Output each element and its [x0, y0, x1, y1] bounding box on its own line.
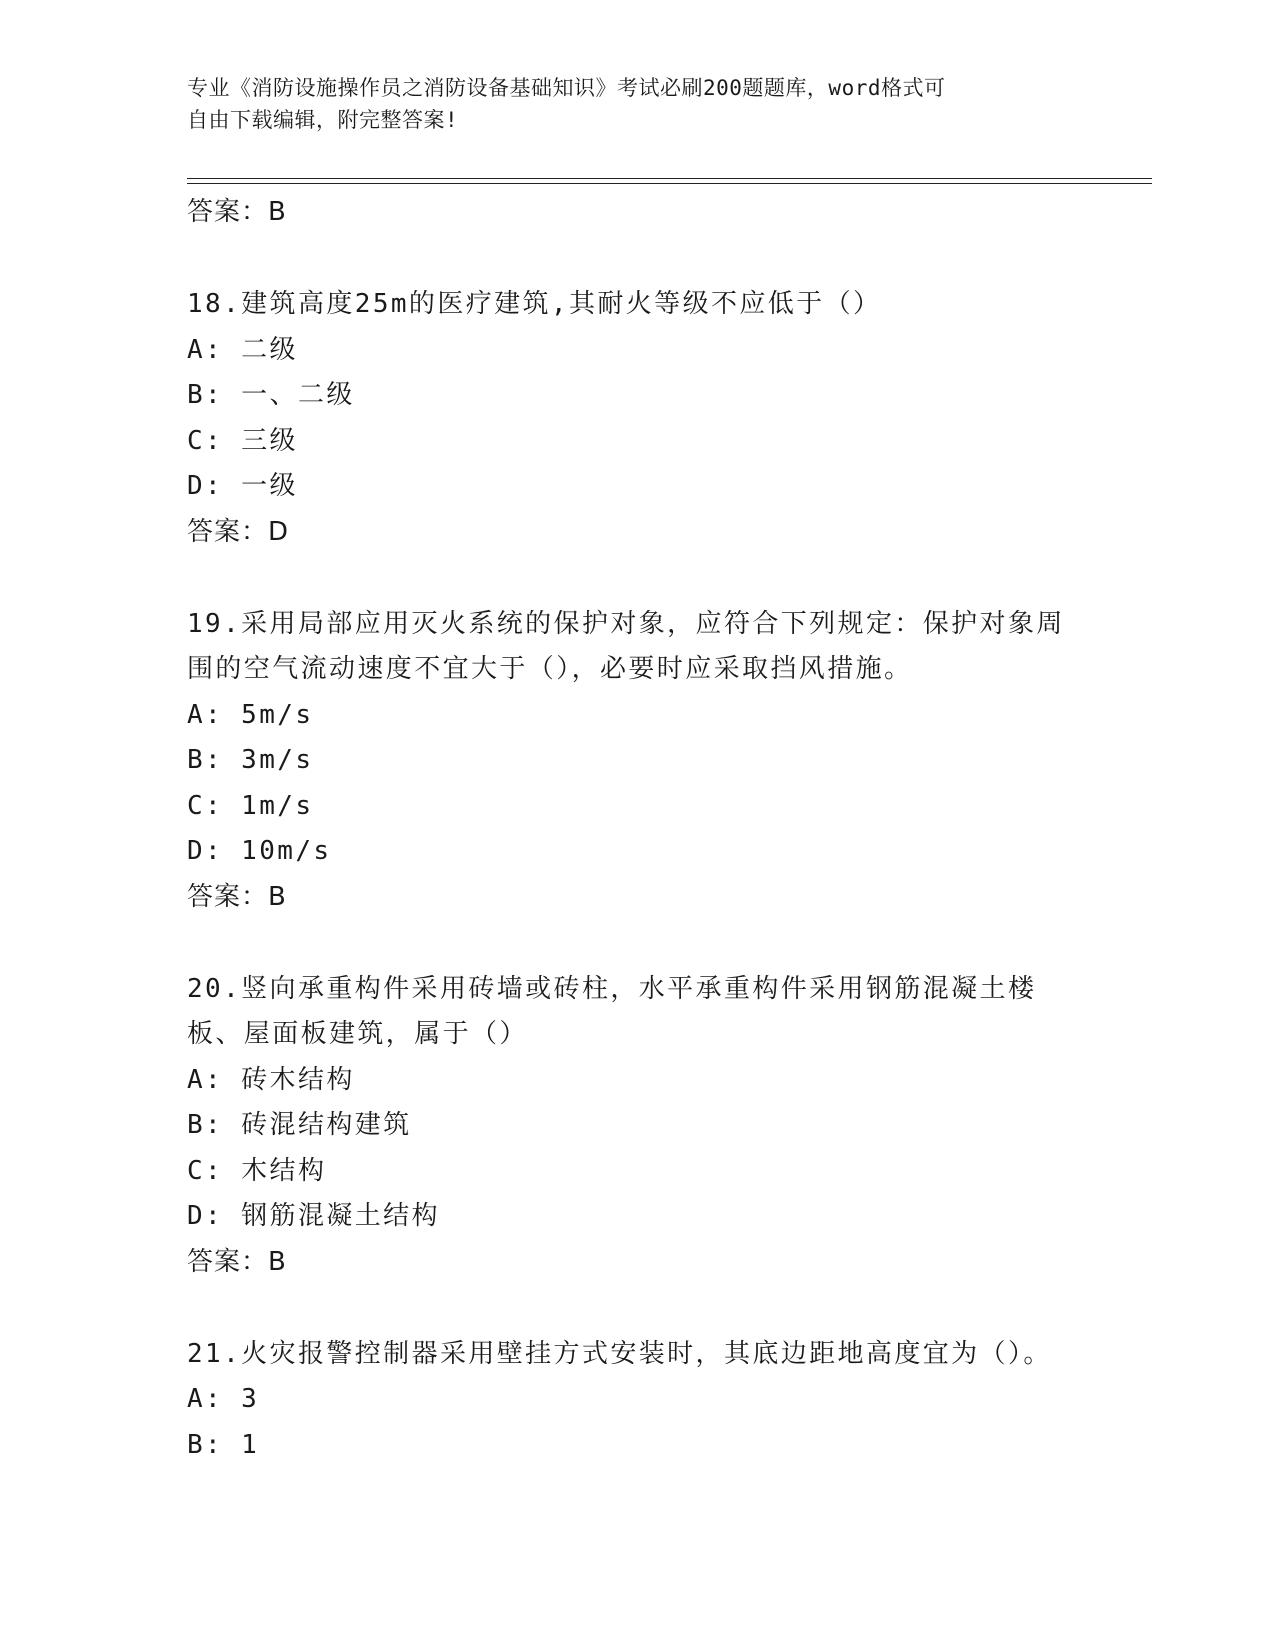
answer-line: 答案：B [187, 197, 287, 227]
spacer [187, 920, 1087, 967]
option-c: C: 三级 [187, 425, 298, 456]
option-b: B: 砖混结构建筑 [187, 1110, 412, 1140]
option-a: A: 3 [187, 1384, 260, 1414]
header-rule-top [187, 178, 1152, 179]
question-text: 18.建筑高度25m的医疗建筑,其耐火等级不应低于（） [187, 289, 882, 319]
option-c: C: 1m/s [187, 790, 314, 821]
spacer [187, 235, 1087, 282]
option-a: A: 二级 [187, 334, 298, 365]
header-line-2: 自由下载编辑，附完整答案! [187, 108, 459, 132]
option-d: D: 一级 [187, 471, 298, 501]
question-text: 20.竖向承重构件采用砖墙或砖柱，水平承重构件采用钢筋混凝土楼板、屋面板建筑，属于（） [187, 973, 1037, 1049]
question-text: 21.火灾报警控制器采用壁挂方式安装时，其底边距地高度宜为（）。 [187, 1338, 1052, 1369]
spacer [187, 1285, 1087, 1332]
question-text: 19.采用局部应用灭火系统的保护对象，应符合下列规定：保护对象周围的空气流动速度不宜大于（），必要时应采取挡风措施。 [187, 608, 1065, 684]
spacer [187, 555, 1087, 602]
option-d: D: 10m/s [187, 836, 332, 866]
option-a: A: 5m/s [187, 699, 314, 730]
answer-line: 答案：B [187, 881, 287, 912]
answer-line: 答案：B [187, 1246, 287, 1277]
header-line-1: 专业《消防设施操作员之消防设备基础知识》考试必刷200题题库，word格式可 [187, 76, 946, 100]
option-c: C: 木结构 [187, 1155, 327, 1186]
page-header [187, 72, 1067, 136]
option-b: B: 一、二级 [187, 380, 355, 410]
option-d: D: 钢筋混凝土结构 [187, 1201, 440, 1231]
option-b: B: 1 [187, 1429, 260, 1460]
question-list [187, 190, 1087, 1468]
option-b: B: 3m/s [187, 745, 314, 775]
answer-line: 答案：D [187, 516, 290, 547]
option-a: A: 砖木结构 [187, 1064, 355, 1095]
header-rule-bottom [187, 183, 1152, 184]
